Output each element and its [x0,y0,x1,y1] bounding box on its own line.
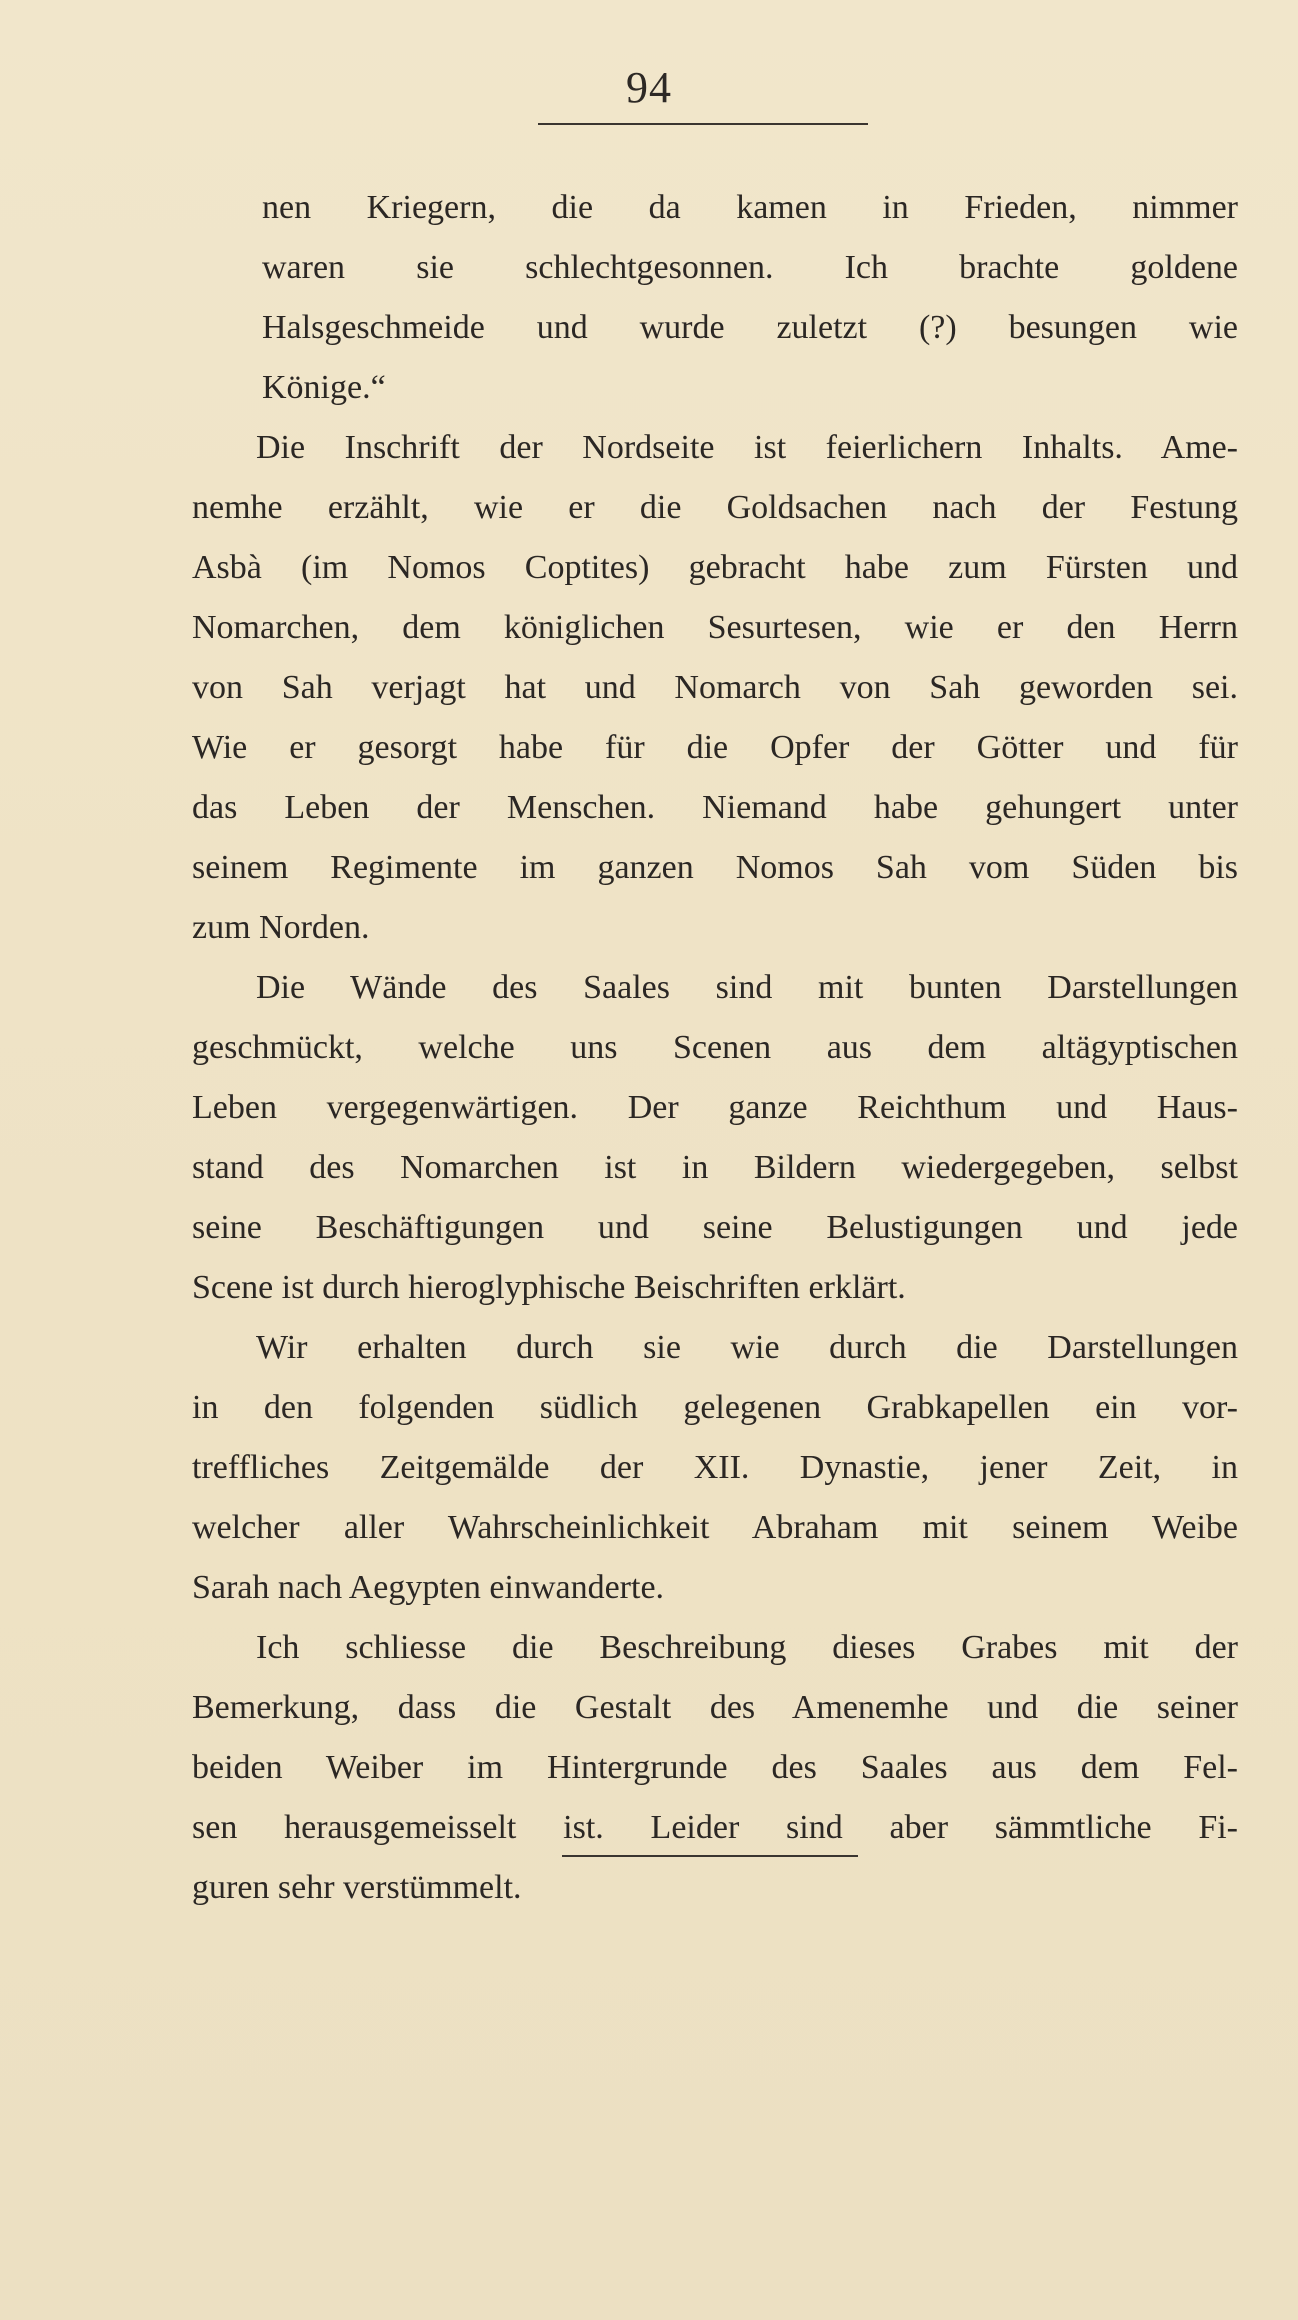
header-rule [538,123,868,125]
text-line: nen Kriegern, die da kamen in Frieden, nimmer [262,189,1238,226]
text-line: sen herausgemeisselt ist. Leider sind aber sämmtliche Fi- [192,1809,1238,1846]
text-line: seinem Regimente im ganzen Nomos Sah vom Süden bis [192,849,1238,886]
footer-rule [562,1855,858,1857]
text-line: Wie er gesorgt habe für die Opfer der Götter und für [192,729,1238,766]
text-line: Könige.“ [262,369,386,406]
text-line: Bemerkung, dass die Gestalt des Amenemhe und die seiner [192,1689,1238,1726]
text-line: welcher aller Wahrscheinlichkeit Abraham mit seinem Weibe [192,1509,1238,1546]
text-line: zum Norden. [192,909,370,946]
text-line: beiden Weiber im Hintergrunde des Saales aus dem Fel- [192,1749,1238,1786]
text-line: von Sah verjagt hat und Nomarch von Sah geworden sei. [192,669,1238,706]
paragraph-start-line: Wir erhalten durch sie wie durch die Darstellungen [256,1329,1238,1366]
paragraph-start-line: Die Wände des Saales sind mit bunten Darstellungen [256,969,1238,1006]
text-line: das Leben der Menschen. Niemand habe gehungert unter [192,789,1238,826]
paragraph-start-line: Die Inschrift der Nordseite ist feierlichern Inhalts. Ame- [256,429,1238,466]
text-line: Scene ist durch hieroglyphische Beischriften erklärt. [192,1269,906,1306]
text-line: stand des Nomarchen ist in Bildern wiedergegeben, selbst [192,1149,1238,1186]
text-line: seine Beschäftigungen und seine Belustigungen und jede [192,1209,1238,1246]
text-line: Halsgeschmeide und wurde zuletzt (?) besungen wie [262,309,1238,346]
text-line: guren sehr verstümmelt. [192,1869,522,1906]
body-text [192,178,1238,1918]
text-line: Nomarchen, dem königlichen Sesurtesen, wie er den Herrn [192,609,1238,646]
text-line: waren sie schlechtgesonnen. Ich brachte goldene [262,249,1238,286]
text-line: geschmückt, welche uns Scenen aus dem altägyptischen [192,1029,1238,1066]
paragraph-start-line: Ich schliesse die Beschreibung dieses Grabes mit der [256,1629,1238,1666]
text-line: Sarah nach Aegypten einwanderte. [192,1569,665,1606]
text-line: Leben vergegenwärtigen. Der ganze Reichthum und Haus- [192,1089,1238,1126]
page-number: 94 [626,63,672,112]
text-line: in den folgenden südlich gelegenen Grabkapellen ein vor- [192,1389,1238,1426]
text-line: Asbà (im Nomos Coptites) gebracht habe zum Fürsten und [192,549,1238,586]
text-line: treffliches Zeitgemälde der XII. Dynastie, jener Zeit, in [192,1449,1238,1486]
text-line: nemhe erzählt, wie er die Goldsachen nach der Festung [192,489,1238,526]
